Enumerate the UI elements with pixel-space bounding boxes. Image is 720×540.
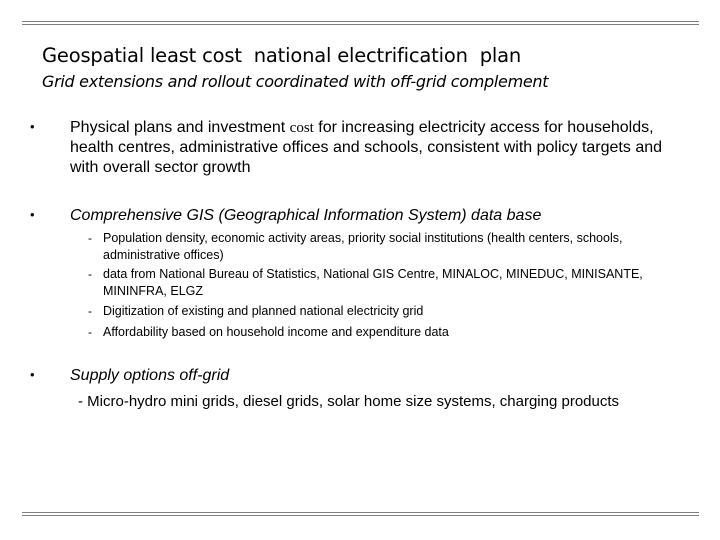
bullet-marker: • <box>30 367 35 382</box>
slide-title: Geospatial least cost national electrification plan <box>42 44 522 67</box>
sub-item-data-sources: data from National Bureau of Statistics, National GIS Centre, MINALOC, MINEDUC, MINISANTE, MININFRA, ELGZ <box>103 267 643 298</box>
bullet-marker: • <box>30 207 35 222</box>
sub-bullet-dash: - <box>88 231 92 245</box>
slide-subtitle: Grid extensions and rollout coordinated with off-grid complement <box>42 72 549 91</box>
sub-item-population: Population density, economic activity areas, priority social institutions (health centers, schools, administrative offices) <box>103 231 623 262</box>
sub-item-affordability: Affordability based on household income and expenditure data <box>103 325 449 339</box>
bullet-text-cost: cost <box>289 120 314 136</box>
supply-options-detail: - Micro-hydro mini grids, diesel grids, solar home size systems, charging products <box>78 393 620 410</box>
bullet-physical-plans <box>70 118 690 178</box>
bullet-text-part: Physical plans and investment <box>70 119 290 136</box>
bullet-supply-options: Supply options off-grid <box>70 367 230 384</box>
bullet-marker: • <box>30 119 35 134</box>
sub-bullet-dash: - <box>88 325 92 339</box>
bullet-text-part: for increasing electricity access for households, health centres, administrative offices and schools, consistent with policy targets and with overall sector growth <box>70 119 663 176</box>
sub-item-digitization: Digitization of existing and planned national electricity grid <box>103 304 424 318</box>
bottom-divider <box>22 512 699 516</box>
bullet-gis-database: Comprehensive GIS (Geographical Information System) data base <box>70 207 542 224</box>
sub-bullet-dash: - <box>88 267 92 281</box>
sub-bullet-dash: - <box>88 304 92 318</box>
top-divider <box>22 21 699 25</box>
